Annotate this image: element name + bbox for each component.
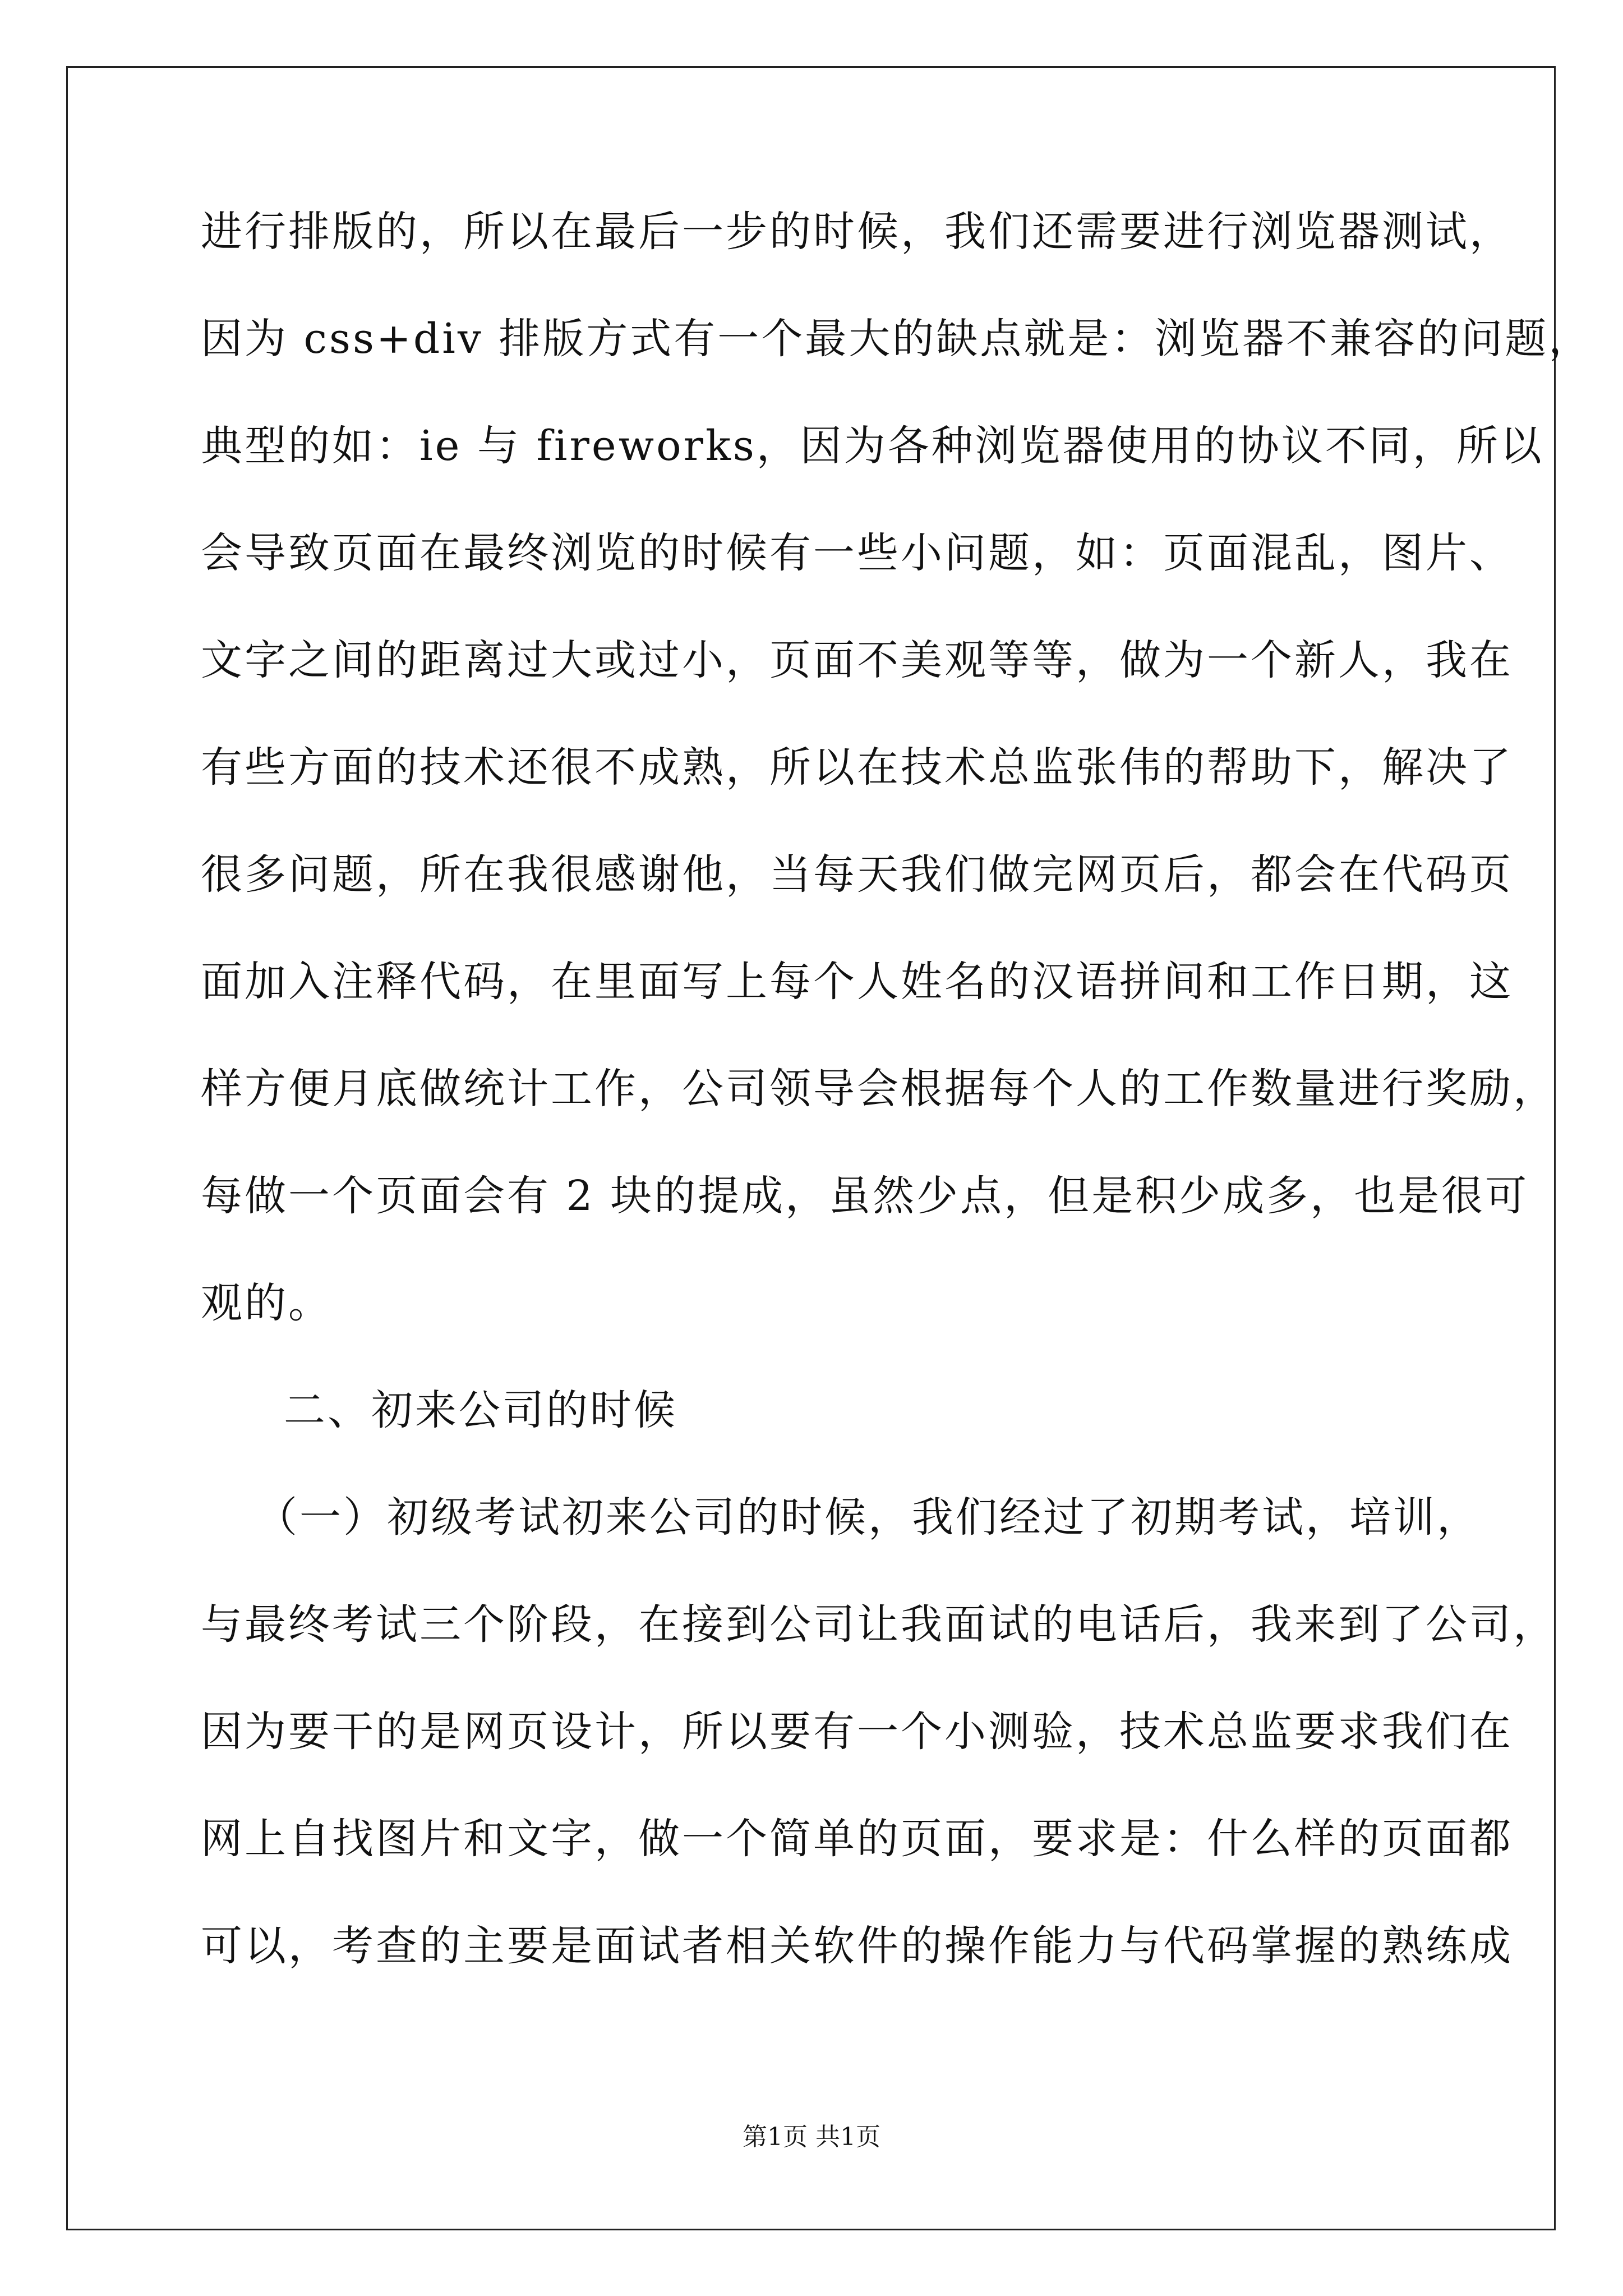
body-line: 文字之间的距离过大或过小，页面不美观等等，做为一个新人，我在 (201, 636, 1513, 684)
body-line: 与最终考试三个阶段，在接到公司让我面试的电话后，我来到了公司， (201, 1600, 1557, 1649)
page-border (66, 66, 1556, 2230)
body-line: 有些方面的技术还很不成熟，所以在技术总监张伟的帮助下，解决了 (201, 743, 1513, 792)
body-line: 很多问题，所在我很感谢他，当每天我们做完网页后，都会在代码页 (201, 850, 1513, 899)
body-line: 网上自找图片和文字，做一个简单的页面，要求是：什么样的页面都 (201, 1815, 1513, 1863)
body-line: 典型的如：ie 与 fireworks，因为各种浏览器使用的协议不同，所以 (201, 422, 1544, 470)
subsection-line: （一）初级考试初来公司的时候，我们经过了初期考试，培训， (256, 1493, 1481, 1542)
section-heading: 二、初来公司的时候 (284, 1386, 677, 1434)
body-line: 可以，考查的主要是面试者相关软件的操作能力与代码掌握的熟练成 (201, 1922, 1513, 1970)
page-footer: 第1页 共1页 (743, 2123, 880, 2151)
body-line: 面加入注释代码，在里面写上每个人姓名的汉语拼间和工作日期，这 (201, 958, 1513, 1006)
body-line: 会导致页面在最终浏览的时候有一些小问题，如：页面混乱，图片、 (201, 529, 1513, 577)
body-line: 进行排版的，所以在最后一步的时候，我们还需要进行浏览器测试， (201, 208, 1513, 256)
body-line: 样方便月底做统计工作，公司领导会根据每个人的工作数量进行奖励， (201, 1065, 1557, 1113)
body-line: 观的。 (201, 1279, 332, 1327)
body-line: 每做一个页面会有 2 块的提成，虽然少点，但是积少成多，也是很可 (201, 1172, 1529, 1220)
body-line: 因为 css+div 排版方式有一个最大的缺点就是：浏览器不兼容的问题， (201, 315, 1593, 363)
body-line: 因为要干的是网页设计，所以要有一个小测验，技术总监要求我们在 (201, 1708, 1513, 1756)
